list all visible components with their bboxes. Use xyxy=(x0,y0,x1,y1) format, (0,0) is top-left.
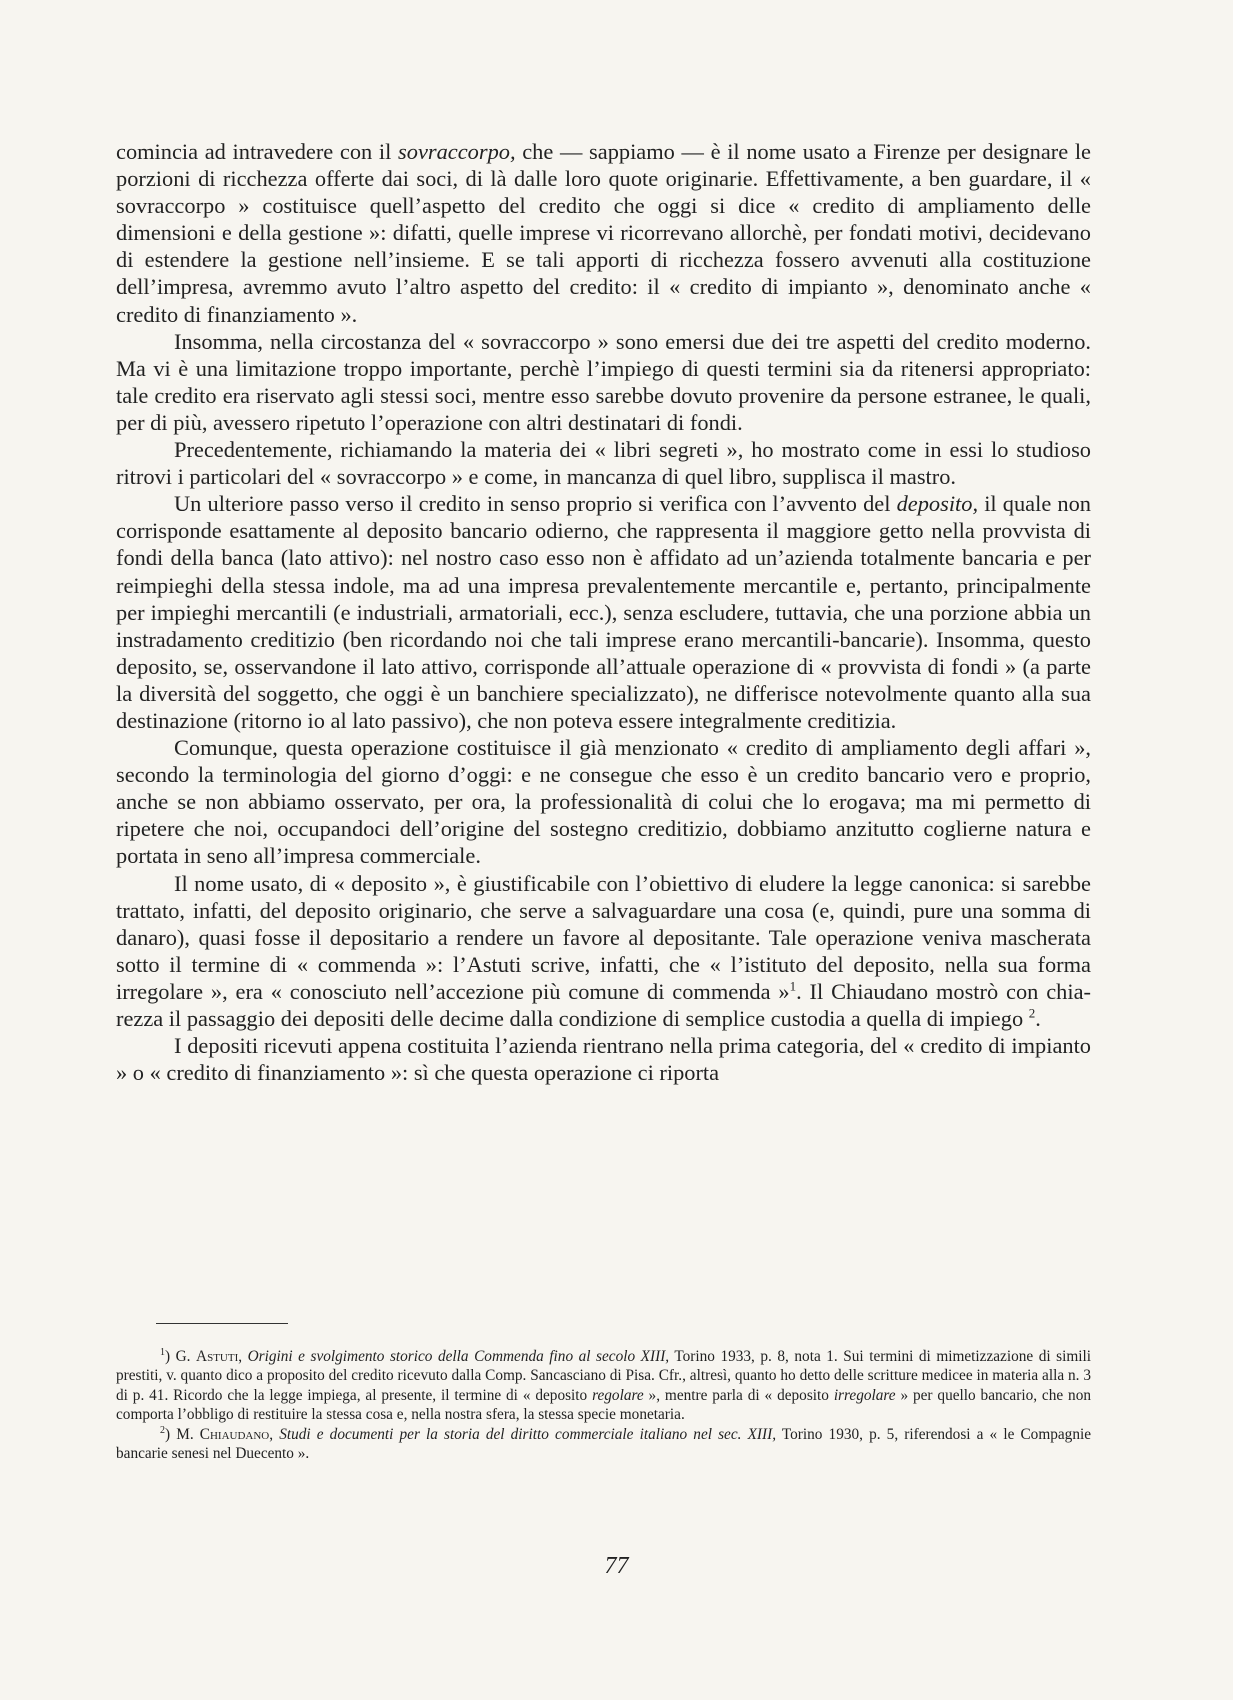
paragraph xyxy=(116,490,1091,734)
paragraph xyxy=(116,1032,1091,1086)
text-run: Astuti, xyxy=(196,1348,243,1365)
text-run: » per quello bancario, che non comporta l’obbligo di restituire la stessa cosa e, nella nostra sfera, la stessa specie monetaria. xyxy=(116,1386,1091,1424)
italic-text: Studi e documenti per la storia del diritto commerciale italiano nel sec. XIII, xyxy=(279,1425,777,1443)
text-run: Insomma, nella circostanza del « sovraccorpo » sono emersi due dei tre aspetti del credito moderno. Ma vi è una limitazione troppo importante, perchè l’impiego di questi termini sia da ritenersi appropriato: tale credito era riservato agli stessi soci, mentre esso sarebbe dovuto provenire da persone estranee, le quali, per di più, avessero ripetuto l’operazione con altri destinatari di fondi. xyxy=(116,328,1091,435)
text-run: Comunque, questa operazione costituisce il già menzionato « credito di ampliamento degli affari », secondo la terminologia del giorno d’oggi: e ne consegue che esso è un credito bancario vero e proprio, anche se non abbiamo osservato, per ora, la professionalità di colui che lo erogava; ma mi permetto di ripetere che noi, occupandoci dell’origine del sostegno creditizio, dobbiamo anzitutto coglierne natura e portata in seno all’impresa commerciale. xyxy=(116,735,1091,869)
text-run: . Il Chiaudano mostrò con chiarezza il passaggio dei depositi delle decime dalla condizione di semplice custodia a quella di impiego xyxy=(116,978,1091,1031)
text-run: ) G. xyxy=(165,1348,197,1365)
text-run: Torino 1930, p. 5, riferendosi a « le Compagnie bancarie senesi nel Duecento ». xyxy=(116,1425,1092,1463)
footnote-reference: 2 xyxy=(1028,1005,1036,1021)
footnote-reference: 1 xyxy=(160,1346,165,1358)
footnote-reference: 1 xyxy=(789,978,797,994)
text-run: . xyxy=(1035,1006,1041,1031)
text-run: comincia ad intravedere con il xyxy=(116,139,399,164)
footnote-separator xyxy=(156,1323,288,1324)
italic-text: Origini e svolgimento storico della Commenda fino al secolo XIII, xyxy=(247,1348,670,1365)
italic-text: regolare xyxy=(592,1386,644,1404)
text-run: che — sappiamo — è il nome usato a Firenze per designare le porzioni di ricchezza offerte dai soci, di là dalle loro quote originarie. Effettivamente, a ben guardare, il « sovraccorpo » costituisce quell’aspetto del credito che oggi si dice « credito di ampliamento delle dimensioni e della gestione »: difatti, quelle imprese vi ricorrevano allorchè, per fondati motivi, decidevano di estendere la gestione nell’insieme. E se tali apporti di ricchezza fossero avvenuti alla costituzione dell’impresa, avremmo avuto l’altro aspetto del credito: il « credito di impianto », denominato anche « credito di finanziamento ». xyxy=(116,139,1091,327)
page-number: 77 xyxy=(604,1553,629,1579)
text-run: Chiaudano, xyxy=(199,1425,274,1443)
text-run: ) M. xyxy=(165,1425,200,1443)
text-run: il quale non corrisponde esattamente al deposito bancario odierno, che rappresenta il maggiore getto nella provvista di fondi della banca (lato attivo): nel nostro caso esso non è affidato ad un’azienda totalmente bancaria e per reimpieghi della stessa indole, ma ad una impresa prevalentemente mercantile e, pertanto, principalmente per impieghi mercantili (e industriali, armatoriali, ecc.), senza escludere, tuttavia, che una porzione abbia un instradamento creditizio (ben ricordando noi che tali imprese erano mercantili-bancarie). Insomma, questo deposito, se, osservandone il lato attivo, corrisponde all’attuale operazione di « provvista di fondi » (a parte la diversità del soggetto, che oggi è un banchiere specializzato), ne differisce notevolmente quanto alla sua destinazione (ritorno io al lato passivo), che non poteva essere integralmente creditizia. xyxy=(116,491,1091,733)
footnotes xyxy=(116,1347,1091,1463)
italic-text: deposito, xyxy=(896,491,979,517)
paragraph xyxy=(116,436,1091,490)
text-run: Un ulteriore passo verso il credito in senso proprio si verifica con l’avvento del xyxy=(174,491,897,517)
footnote-reference: 2 xyxy=(160,1424,165,1436)
paragraph xyxy=(116,328,1091,436)
paragraph xyxy=(116,870,1091,1033)
paragraph xyxy=(116,734,1091,869)
paragraph xyxy=(116,138,1091,328)
text-run: I depositi ricevuti appena costituita l’azienda rientrano nella prima categoria, del « credito di impianto » o « credito di finanziamento »: sì che questa operazione ci riporta xyxy=(116,1033,1091,1086)
footnote xyxy=(116,1425,1091,1464)
body-text xyxy=(116,138,1091,1086)
italic-text: sovraccorpo, xyxy=(398,139,516,164)
italic-text: irregolare xyxy=(833,1386,896,1404)
text-run: Il nome usato, di « deposito », è giustificabile con l’obiettivo di eludere la legge canonica: si sarebbe trattato, infatti, del deposito originario, che serve a salvaguardare una cosa (e, quindi, pure una somma di danaro), quasi fosse il depositario a rendere un favore al depositante. Tale operazione veniva mascherata sotto il termine di « commenda »: l’Astuti scrive, infatti, che « l’istituto del deposito, nella sua forma irregolare », era « conosciuto nell’accezione più comune di commenda » xyxy=(116,870,1091,1004)
text-run: », mentre parla di « deposito xyxy=(643,1386,834,1404)
text-run: Precedentemente, richiamando la materia dei « libri segreti », ho mostrato come in essi lo studioso ritrovi i particolari del « sovraccorpo » e come, in mancanza di quel libro, supplisca il mastro. xyxy=(116,437,1091,490)
footnote xyxy=(116,1347,1091,1425)
text-run: Torino 1933, p. 8, nota 1. Sui termini di mimetizzazione di simili prestiti, v. quanto dico a proposito del credito ricevuto dalla Comp. Sancasciano di Pisa. Cfr., altresì, quanto ho detto delle scritture medicee in materia alla n. 3 di p. 41. Ricordo che la legge impiega, al presente, il termine di « deposito xyxy=(116,1348,1091,1404)
